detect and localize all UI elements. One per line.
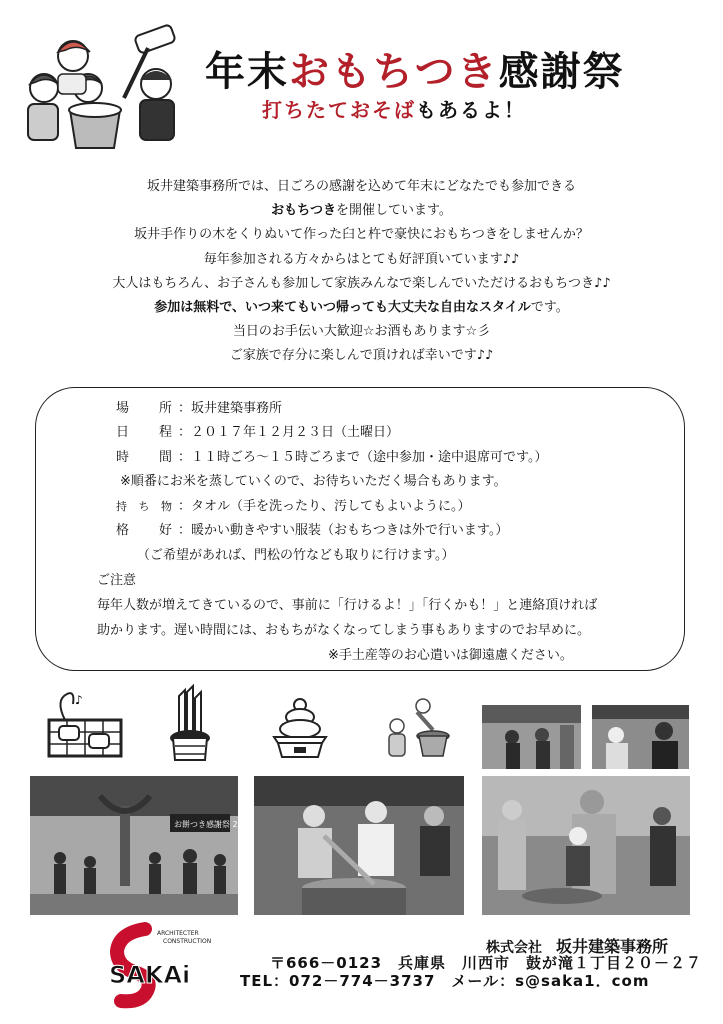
intro-line bbox=[60, 199, 663, 223]
event-photo bbox=[482, 705, 581, 769]
company-contact: TEL：072－774－3737 メール：s@saka1．com bbox=[240, 972, 650, 990]
grill-mochi-icon bbox=[45, 690, 125, 762]
page-subtitle bbox=[262, 94, 526, 123]
caution-title: ご注意 bbox=[97, 573, 137, 588]
caution-line: 毎年人数が増えてきているので、事前に「行けるよ！」「行くかも！」と連絡頂ければ bbox=[97, 598, 598, 613]
event-photo-graphic bbox=[254, 776, 464, 915]
sakai-logo bbox=[97, 925, 237, 1015]
date-row bbox=[116, 421, 547, 445]
time-label: 時 間 bbox=[116, 449, 172, 465]
caution-line: ※手土産等のお心遣いは御遠慮ください。 bbox=[328, 648, 573, 663]
intro-line: 大人はもちろん、お子さんも参加して家族みんなで楽しんでいただけるおもちつき♪♪ bbox=[112, 275, 611, 291]
intro-text bbox=[60, 175, 663, 369]
event-photo-graphic bbox=[482, 776, 690, 915]
bring-value: ：タオル（手を洗ったり、汚してもよいように。） bbox=[178, 499, 471, 514]
logo-small-text: ARCHITECTER bbox=[157, 930, 199, 937]
event-photo bbox=[482, 776, 690, 915]
intro-bold: おもちつき bbox=[271, 203, 336, 219]
company-address: 〒666－0123 兵庫県 川西市 鼓が滝１丁目２０－２７ bbox=[270, 954, 703, 972]
intro-line: 坂井手作りの木をくりぬいて作った臼と杵で豪快におもちつきをしませんか？ bbox=[134, 227, 589, 243]
event-photo-graphic bbox=[592, 705, 689, 769]
intro-line: ご家族で存分に楽しんで頂ければ幸いです♪♪ bbox=[229, 348, 494, 364]
logo-small-text: CONSTRUCTION bbox=[163, 938, 212, 945]
time-note: （途中参加・途中退席可です。） bbox=[360, 449, 548, 465]
kids-mochitsuki-icon bbox=[381, 696, 459, 762]
kadomatsu-icon bbox=[165, 688, 215, 764]
company-prefix: 株式会社 bbox=[486, 940, 542, 956]
title-highlight: おもちつき bbox=[289, 48, 499, 95]
intro-bold: いつ来てもいつ帰っても大丈夫な自由なスタイル bbox=[245, 300, 531, 316]
mochitsuki-illustration bbox=[18, 18, 190, 153]
logo-wordmark: SAKAi bbox=[109, 961, 191, 989]
subtitle-highlight: 打ちたておそば bbox=[262, 98, 416, 122]
intro-line-rest: を開催しています。 bbox=[335, 203, 452, 219]
date-value: ：２０１７年１２月２３日（土曜日） bbox=[178, 425, 400, 441]
time-row bbox=[116, 446, 547, 470]
event-photo-graphic bbox=[30, 776, 253, 915]
intro-line bbox=[60, 296, 663, 320]
date-label: 日 程 bbox=[116, 425, 172, 441]
event-details bbox=[116, 397, 547, 470]
intro-line: 坂井建築事務所では、日ごろの感謝を込めて年末にどなたでも参加できる bbox=[146, 179, 576, 194]
event-photo bbox=[592, 705, 689, 769]
intro-line: 毎年参加される方々からはとても好評頂いています♪♪ bbox=[203, 251, 520, 267]
dress-note: （ご希望があれば、門松の竹なども取りに行けます。） bbox=[137, 548, 455, 563]
time-note2: ※順番にお米を蒸していくので、お待ちいただく場合もあります。 bbox=[120, 474, 507, 489]
event-photo bbox=[30, 776, 253, 915]
kagami-mochi-icon bbox=[268, 697, 332, 759]
svg-text:♪: ♪ bbox=[75, 693, 83, 707]
bring-dress bbox=[116, 495, 508, 544]
intro-bold: 参加は無料で、 bbox=[154, 300, 246, 316]
page-title bbox=[205, 40, 625, 97]
bring-label: 持 ち 物 bbox=[116, 500, 172, 513]
place-value: ：坂井建築事務所 bbox=[178, 401, 283, 416]
time-value: ：１１時ごろ～１５時ごろまで bbox=[178, 449, 361, 465]
company-name-text: 坂井建築事務所 bbox=[556, 937, 669, 956]
dress-row bbox=[116, 519, 508, 543]
dress-label: 格 好 bbox=[116, 523, 172, 539]
place-label: 場 所 bbox=[116, 401, 172, 416]
intro-line: 当日のお手伝い大歓迎☆お酒もあります☆彡 bbox=[232, 324, 491, 340]
event-photo bbox=[254, 776, 464, 915]
photo-banner-text: お餅つき感謝祭 2016 bbox=[174, 820, 253, 829]
bring-row bbox=[116, 495, 508, 519]
title-post: 感謝祭 bbox=[498, 48, 625, 95]
caution-line: 助かります。遅い時間には、おもちがなくなってしまう事もありますのでお早めに。 bbox=[97, 623, 590, 638]
place-row bbox=[116, 397, 547, 421]
subtitle-rest: もあるよ！ bbox=[416, 98, 526, 122]
event-photo-graphic bbox=[482, 705, 581, 769]
dress-value: ：暖かい動きやすい服装（おもちつきは外で行います。） bbox=[178, 523, 509, 539]
title-pre: 年末 bbox=[205, 48, 289, 95]
intro-line-rest: です。 bbox=[530, 300, 569, 316]
